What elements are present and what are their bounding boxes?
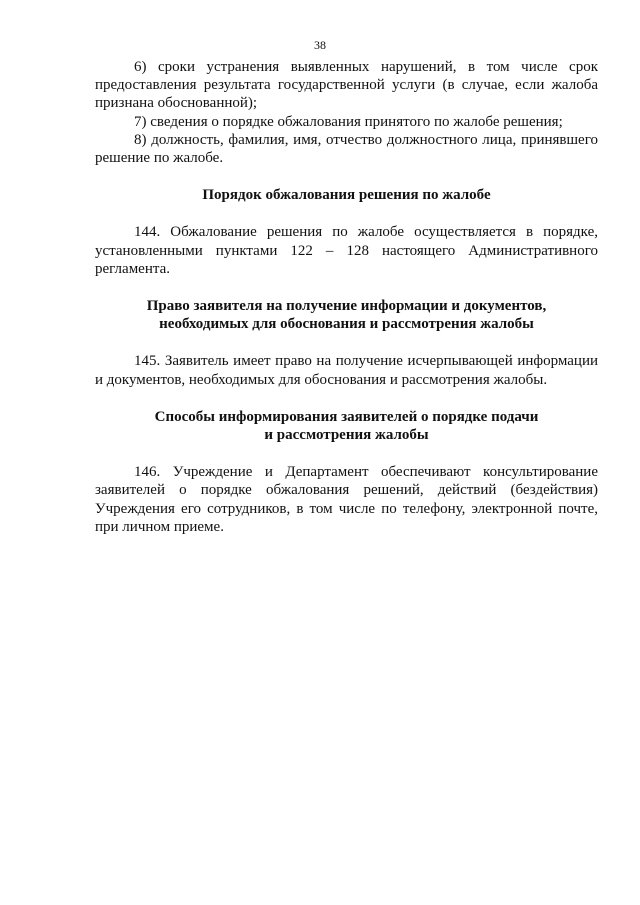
section-heading-appeal-order: Порядок обжалования решения по жалобе <box>202 187 491 204</box>
paragraph-145: 145. Заявитель имеет право на получение исчерпывающей информации и документов, необходимых для обоснования и рассмотрения жалобы. <box>95 353 598 388</box>
section-heading-informing-methods <box>95 408 598 444</box>
paragraph-146: 146. Учреждение и Департамент обеспечивают консультирование заявителей о порядке обжалования решений, действий (бездействия) Учреждения его сотрудников, в том числе по телефону, электронной почте, при личном приеме. <box>95 464 598 535</box>
heading-line-2: необходимых для обоснования и рассмотрения жалобы <box>159 316 534 333</box>
page-content <box>95 58 598 536</box>
list-item-8: 8) должность, фамилия, имя, отчество должностного лица, принявшего решение по жалобе. <box>95 131 598 167</box>
page-number: 38 <box>314 38 326 52</box>
heading-line-1: Способы информирования заявителей о порядке подачи <box>154 408 539 425</box>
paragraph-144: 144. Обжалование решения по жалобе осуществляется в порядке, установленными пунктами 122 – 128 настоящего Административного регламента. <box>95 224 598 277</box>
list-item-6: 6) сроки устранения выявленных нарушений, в том числе срок предоставления результата государственной услуги (в случае, если жалоба признана обоснованной); <box>95 59 598 112</box>
heading-line-2: и рассмотрения жалобы <box>264 427 429 444</box>
list-item-7: 7) сведения о порядке обжалования принятого по жалобе решения; <box>134 113 563 130</box>
section-heading-right-to-information <box>95 297 598 333</box>
heading-line-1: Право заявителя на получение информации и документов, <box>146 298 547 315</box>
